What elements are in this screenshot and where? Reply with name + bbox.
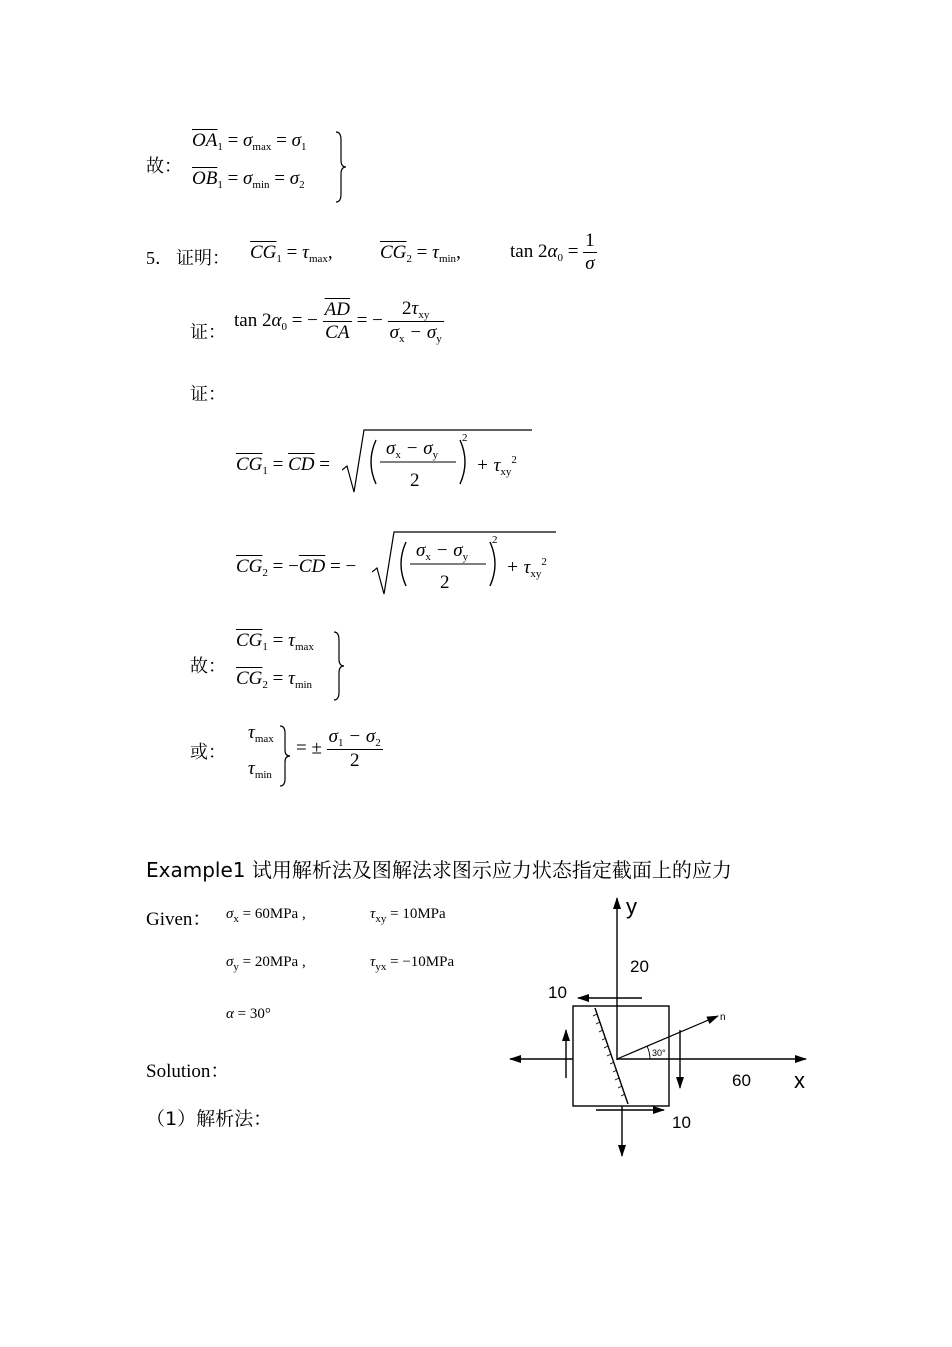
proof1-frac-ad-ca: $\frac{\overline{AD}}{CA}$ [324, 299, 350, 343]
item5-cg2: $\overline{CG}_2 = \tau_{min}$, [380, 242, 461, 265]
proof1-label: 证： [190, 322, 226, 343]
block3-tau-max: $\tau_{max}$ [248, 722, 274, 745]
brace-right-2 [332, 630, 346, 702]
given-alpha: α = 30° [226, 1006, 271, 1022]
label-angle: 30° [652, 1048, 666, 1058]
item5-cg1: $\overline{CG}_1 = \tau_{max}$, [250, 242, 333, 265]
label-10-top: 10 [548, 983, 567, 1002]
label-y: y [626, 894, 637, 919]
given-label: Given： [146, 909, 212, 930]
brace-right-3 [278, 724, 292, 788]
normal-arrow [617, 1016, 718, 1059]
item5-fraction: $\frac{1}{\sigma}$ [585, 230, 595, 274]
label-x: x [794, 1068, 805, 1093]
equation-oa1: $\overline{OA}_1 = \sigma_{max} = \sigma_1$ [192, 130, 307, 153]
proof2-label: 证： [190, 384, 226, 405]
given-sigma-x: $\sigma_x = 60MPa$ , [226, 906, 306, 925]
step1-label: （1）解析法： [146, 1108, 273, 1130]
block2-line2: $\overline{CG}_2 = \tau_{min}$ [236, 668, 313, 691]
stress-element-diagram [500, 890, 820, 1165]
gu-label-2: 故： [190, 656, 226, 677]
huo-label: 或： [190, 742, 226, 763]
block3-frac: = ± $\frac{\sigma_1 - \sigma_2}{2}$ [296, 726, 381, 771]
item5-number: 5． [146, 248, 173, 268]
brace-right-1 [334, 130, 348, 204]
given-sigma-y: $\sigma_y = 20MPa$ , [226, 954, 306, 973]
example-heading: Example1 试用解析法及图解法求图示应力状态指定截面上的应力 [146, 858, 732, 882]
item5-tan: $\tan 2\alpha_0$ = $\frac{1}{\sigma}$ [510, 230, 595, 274]
cut-plane-hatching [593, 1014, 625, 1096]
block3-tau-min: $\tau_{min}$ [248, 758, 272, 781]
label-10-bottom: 10 [672, 1113, 691, 1132]
label-60: 60 [732, 1071, 751, 1090]
gu-label-1: 故： [146, 156, 182, 177]
given-tau-xy: $\tau_{xy} = 10MPa$ [370, 906, 446, 925]
label-20: 20 [630, 957, 649, 976]
solution-label: Solution： [146, 1061, 230, 1082]
angle-arc [647, 1046, 650, 1059]
equation-ob1: $\overline{OB}_1 = \sigma_{min} = \sigma_2$ [192, 168, 305, 191]
proof1-equation: $\tan 2\alpha_0$ = − $\frac{\overline{AD}}{CA}$ = − $\frac{2\tau_{xy}}{\sigma_x - \sigma_y}$ [234, 298, 442, 345]
proof1-frac-tau: $\frac{2\tau_{xy}}{\sigma_x - \sigma_y}$ [389, 298, 442, 345]
item5-title: 证明： [176, 248, 230, 269]
label-n: n [720, 1012, 726, 1023]
given-tau-yx: $\tau_{yx} = -10MPa$ [370, 954, 455, 973]
block2-line1: $\overline{CG}_1 = \tau_{max}$ [236, 630, 314, 653]
